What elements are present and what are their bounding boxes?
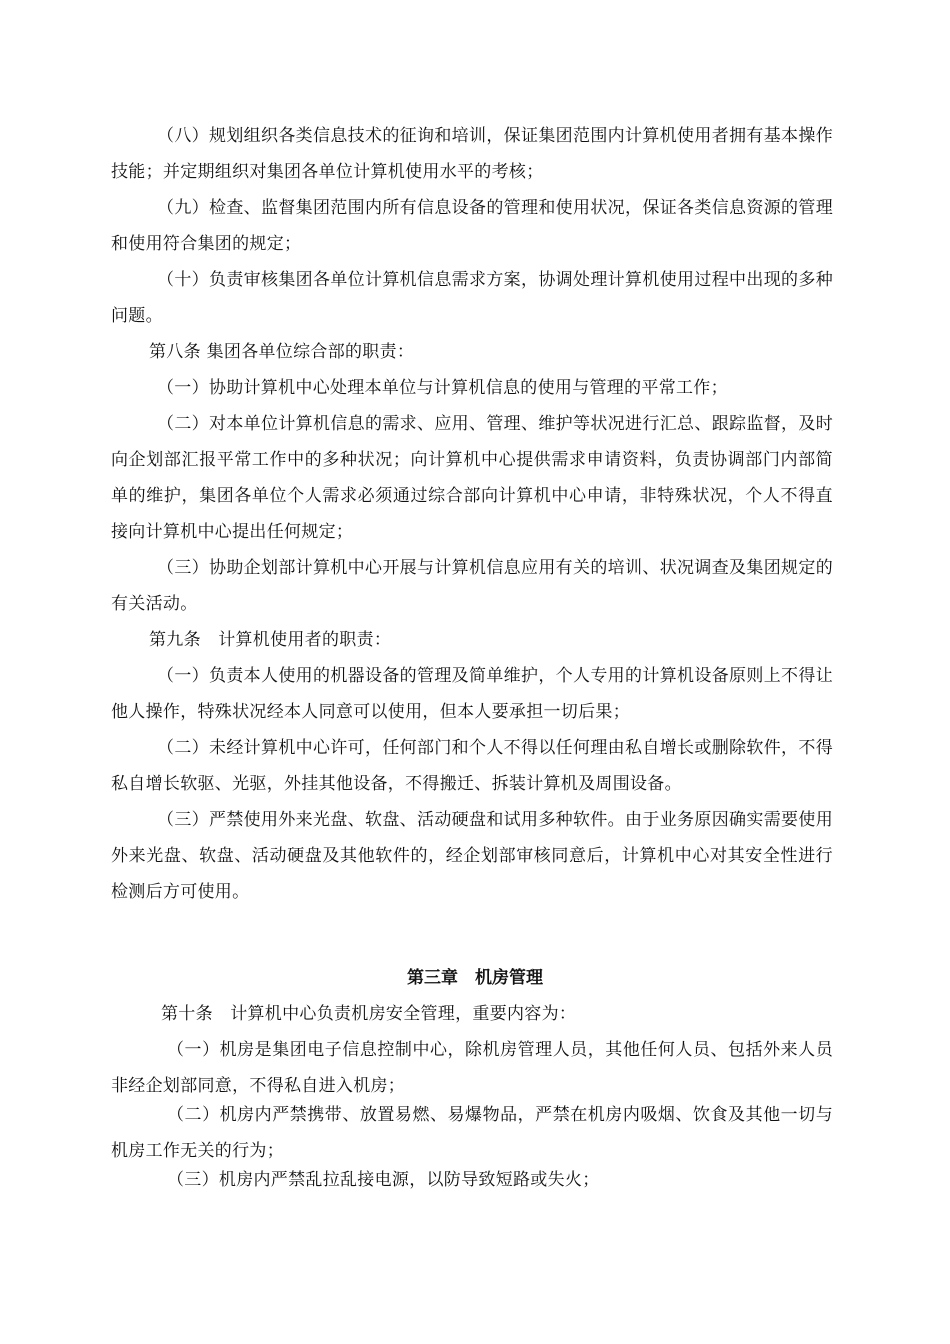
- paragraph-8: （八）规划组织各类信息技术的征询和培训，保证集团范围内计算机使用者拥有基本操作技能；并定期组织对集团各单位计算机使用水平的考核；: [111, 126, 833, 182]
- article-9-heading: 第九条 计算机使用者的职责：: [149, 630, 392, 650]
- article-10-item-1: （一）机房是集团电子信息控制中心，除机房管理人员，其他任何人员、包括外来人员非经企划部同意，不得私自进入机房；: [111, 1040, 833, 1096]
- paragraph-10: （十）负责审核集团各单位计算机信息需求方案，协调处理计算机使用过程中出现的多种问题。: [111, 270, 833, 326]
- article-9-item-2: （二）未经计算机中心许可，任何部门和个人不得以任何理由私自增长或删除软件，不得私自增长软驱、光驱，外挂其他设备，不得搬迁、拆装计算机及周围设备。: [111, 738, 833, 794]
- article-8-heading: 第八条 集团各单位综合部的职责：: [149, 342, 415, 362]
- article-10-item-2: （二）机房内严禁携带、放置易燃、易爆物品，严禁在机房内吸烟、饮食及其他一切与机房工作无关的行为；: [111, 1105, 833, 1161]
- article-9-item-1: （一）负责本人使用的机器设备的管理及简单维护，个人专用的计算机设备原则上不得让他人操作，特殊状况经本人同意可以使用，但本人要承担一切后果；: [111, 666, 833, 722]
- paragraph-9: （九）检查、监督集团范围内所有信息设备的管理和使用状况，保证各类信息资源的管理和使用符合集团的规定；: [111, 198, 833, 254]
- article-9-item-3: （三）严禁使用外来光盘、软盘、活动硬盘和试用多种软件。由于业务原因确实需要使用外来光盘、软盘、活动硬盘及其他软件的，经企划部审核同意后，计算机中心对其安全性进行检测后方可使用。: [111, 810, 833, 902]
- article-8-item-2: （二）对本单位计算机信息的需求、应用、管理、维护等状况进行汇总、跟踪监督，及时向企划部汇报平常工作中的多种状况；向计算机中心提供需求申请资料，负责协调部门内部简单的维护，集团各单位个人需求必须通过综合部向计算机中心申请，非特殊状况，个人不得直接向计算机中心提出任何规定；: [111, 414, 833, 542]
- article-8-item-3: （三）协助企划部计算机中心开展与计算机信息应用有关的培训、状况调查及集团规定的有关活动。: [111, 558, 833, 614]
- article-10-item-3: （三）机房内严禁乱拉乱接电源，以防导致短路或失火；: [167, 1170, 600, 1190]
- article-8-item-1: （一）协助计算机中心处理本单位与计算机信息的使用与管理的平常工作；: [157, 378, 728, 398]
- chapter-title: 第三章 机房管理: [407, 968, 543, 988]
- article-10-heading: 第十条 计算机中心负责机房安全管理，重要内容为：: [161, 1004, 577, 1024]
